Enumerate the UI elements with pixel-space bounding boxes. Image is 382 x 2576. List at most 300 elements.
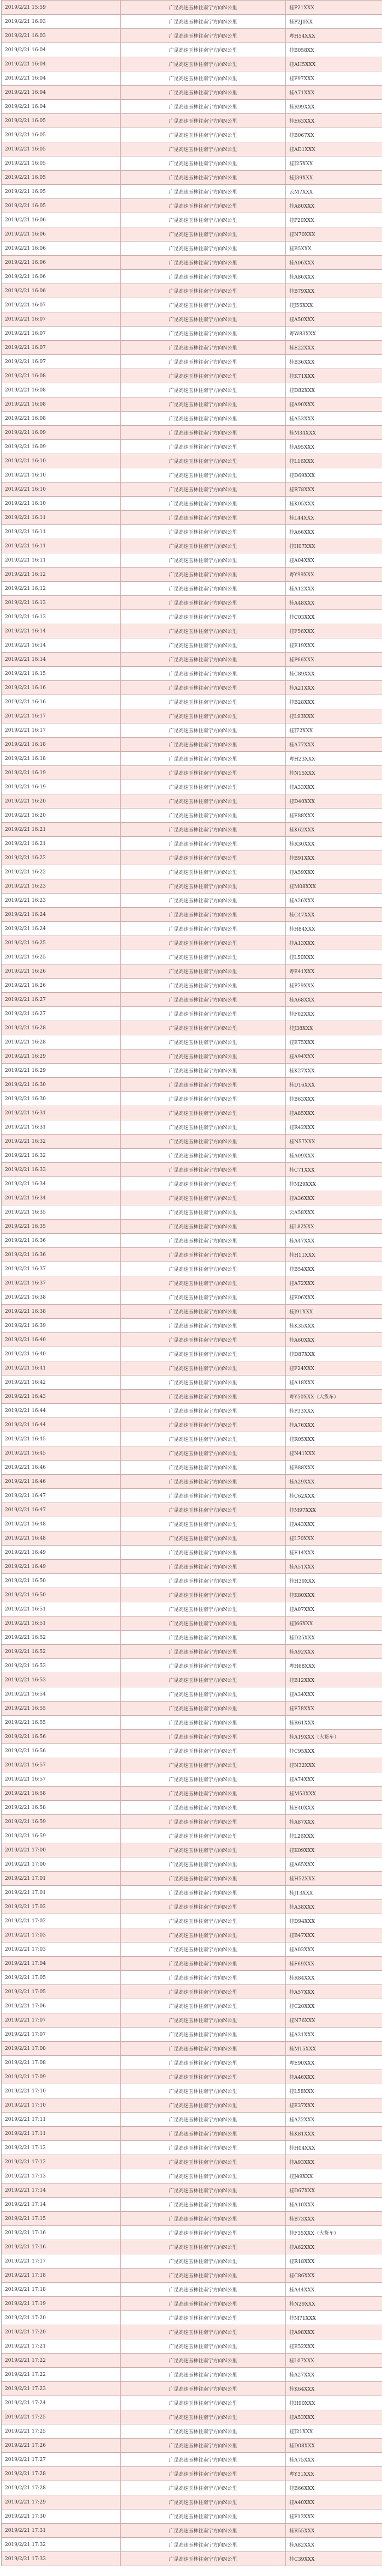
time-cell: 2019/2/21 16:23 — [2, 894, 121, 908]
location-cell: 广昆高速玉林往南宁方向N公里 — [121, 2098, 286, 2113]
time-cell: 2019/2/21 16:40 — [2, 1347, 121, 1361]
time-cell: 2019/2/21 16:46 — [2, 1475, 121, 1489]
location-cell: 广昆高速玉林往南宁方向N公里 — [121, 454, 286, 468]
table-row — [2, 369, 382, 383]
time-cell: 2019/2/21 16:50 — [2, 1588, 121, 1602]
location-cell: 广昆高速玉林往南宁方向N公里 — [121, 2481, 286, 2495]
time-cell: 2019/2/21 17:02 — [2, 1914, 121, 1928]
table-row — [2, 2481, 382, 2495]
location-cell: 广昆高速玉林往南宁方向N公里 — [121, 1716, 286, 1730]
plate-cell: 桂C47XXX — [286, 908, 382, 922]
plate-cell: 粤Y50XXX（大货车） — [286, 1390, 382, 1404]
table-row — [2, 2538, 382, 2552]
location-cell: 广昆高速玉林往南宁方向N公里 — [121, 2155, 286, 2169]
table-row — [2, 1659, 382, 1673]
table-row — [2, 1149, 382, 1163]
time-cell: 2019/2/21 16:06 — [2, 213, 121, 227]
time-cell: 2019/2/21 16:08 — [2, 369, 121, 383]
location-cell: 广昆高速玉林往南宁方向N公里 — [121, 681, 286, 695]
location-cell: 广昆高速玉林往南宁方向N公里 — [121, 114, 286, 128]
time-cell: 2019/2/21 16:26 — [2, 979, 121, 993]
table-row — [2, 1531, 382, 1546]
table-row — [2, 2467, 382, 2481]
table-row — [2, 1702, 382, 1716]
plate-cell: 桂A93XXX — [286, 2155, 382, 2169]
plate-cell: 桂N15XXX — [286, 766, 382, 780]
table-row — [2, 1687, 382, 1702]
table-row — [2, 1673, 382, 1687]
time-cell: 2019/2/21 16:13 — [2, 596, 121, 610]
location-cell: 广昆高速玉林往南宁方向N公里 — [121, 539, 286, 553]
time-cell: 2019/2/21 16:04 — [2, 43, 121, 57]
time-cell: 2019/2/21 16:47 — [2, 1489, 121, 1503]
plate-cell: 云M7XXX — [286, 185, 382, 199]
location-cell: 广昆高速玉林往南宁方向N公里 — [121, 1205, 286, 1220]
table-row — [2, 851, 382, 865]
time-cell: 2019/2/21 16:08 — [2, 383, 121, 397]
time-cell: 2019/2/21 16:04 — [2, 86, 121, 100]
table-row — [2, 723, 382, 738]
location-cell: 广昆高速玉林往南宁方向N公里 — [121, 624, 286, 638]
table-row — [2, 809, 382, 823]
time-cell: 2019/2/21 17:13 — [2, 2169, 121, 2183]
location-cell: 广昆高速玉林往南宁方向N公里 — [121, 851, 286, 865]
table-row — [2, 242, 382, 256]
table-row — [2, 823, 382, 837]
location-cell: 广昆高速玉林往南宁方向N公里 — [121, 610, 286, 624]
plate-cell: 桂C62XXX — [286, 1489, 382, 1503]
table-row — [2, 397, 382, 412]
location-cell: 广昆高速玉林往南宁方向N公里 — [121, 426, 286, 440]
plate-cell: 桂K64XXX — [286, 2382, 382, 2396]
location-cell: 广昆高速玉林往南宁方向N公里 — [121, 1531, 286, 1546]
table-row — [2, 341, 382, 355]
time-cell: 2019/2/21 16:58 — [2, 1801, 121, 1815]
location-cell: 广昆高速玉林往南宁方向N公里 — [121, 1843, 286, 1857]
plate-cell: 粤Y99XXX — [286, 568, 382, 582]
plate-cell: 桂AH5XXX — [286, 57, 382, 71]
location-cell: 广昆高速玉林往南宁方向N公里 — [121, 2198, 286, 2212]
time-cell: 2019/2/21 16:55 — [2, 1702, 121, 1716]
table-row — [2, 1418, 382, 1432]
table-row — [2, 1999, 382, 2013]
plate-cell: 桂R30XXX — [286, 837, 382, 851]
plate-cell: 桂A65XXX — [286, 1857, 382, 1872]
location-cell: 广昆高速玉林往南宁方向N公里 — [121, 2495, 286, 2509]
table-row — [2, 2382, 382, 2396]
table-row — [2, 1390, 382, 1404]
time-cell: 2019/2/21 16:11 — [2, 539, 121, 553]
time-cell: 2019/2/21 16:44 — [2, 1418, 121, 1432]
table-row — [2, 2042, 382, 2056]
plate-cell: 桂K80XXX — [286, 1588, 382, 1602]
time-cell: 2019/2/21 16:40 — [2, 1333, 121, 1347]
time-cell: 2019/2/21 16:51 — [2, 1616, 121, 1631]
plate-cell: 桂A07XXX — [286, 1602, 382, 1616]
time-cell: 2019/2/21 17:09 — [2, 2070, 121, 2084]
table-row — [2, 1560, 382, 1574]
time-cell: 2019/2/21 17:08 — [2, 2056, 121, 2070]
time-cell: 2019/2/21 17:16 — [2, 2226, 121, 2240]
location-cell: 广昆高速玉林往南宁方向N公里 — [121, 1446, 286, 1461]
time-cell: 2019/2/21 16:42 — [2, 1376, 121, 1390]
plate-cell: 桂A85XXX — [286, 1106, 382, 1120]
time-cell: 2019/2/21 16:54 — [2, 1687, 121, 1702]
time-cell: 2019/2/21 17:17 — [2, 2254, 121, 2269]
table-row — [2, 2028, 382, 2042]
location-cell: 广昆高速玉林往南宁方向N公里 — [121, 1177, 286, 1191]
plate-cell: 桂M15XXX — [286, 2042, 382, 2056]
table-row — [2, 667, 382, 681]
location-cell: 广昆高速玉林往南宁方向N公里 — [121, 1616, 286, 1631]
time-cell: 2019/2/21 16:52 — [2, 1645, 121, 1659]
plate-cell: 桂K35XXX — [286, 1319, 382, 1333]
plate-cell: 桂P79XXX — [286, 979, 382, 993]
time-cell: 2019/2/21 16:10 — [2, 482, 121, 497]
location-cell: 广昆高速玉林往南宁方向N公里 — [121, 128, 286, 142]
plate-cell: 桂B067XX — [286, 128, 382, 142]
plate-cell: 桂A22XXX — [286, 2113, 382, 2127]
time-cell: 2019/2/21 16:07 — [2, 298, 121, 312]
location-cell: 广昆高速玉林往南宁方向N公里 — [121, 29, 286, 43]
table-row — [2, 2396, 382, 2410]
location-cell: 广昆高速玉林往南宁方向N公里 — [121, 1815, 286, 1829]
table-row — [2, 1333, 382, 1347]
location-cell: 广昆高速玉林往南宁方向N公里 — [121, 341, 286, 355]
table-row — [2, 1035, 382, 1049]
table-row — [2, 43, 382, 57]
location-cell: 广昆高速玉林往南宁方向N公里 — [121, 242, 286, 256]
plate-cell: 桂B5XXX — [286, 242, 382, 256]
location-cell: 广昆高速玉林往南宁方向N公里 — [121, 525, 286, 539]
table-row — [2, 2552, 382, 2566]
time-cell: 2019/2/21 16:03 — [2, 29, 121, 43]
table-row — [2, 1007, 382, 1021]
plate-cell: 桂A09XXX — [286, 1149, 382, 1163]
table-row — [2, 468, 382, 482]
location-cell: 广昆高速玉林往南宁方向N公里 — [121, 1191, 286, 1205]
time-cell: 2019/2/21 17:12 — [2, 2155, 121, 2169]
time-cell: 2019/2/21 16:30 — [2, 1078, 121, 1092]
table-row — [2, 1631, 382, 1645]
plate-cell: 桂A86XXX — [286, 270, 382, 284]
location-cell: 广昆高速玉林往南宁方向N公里 — [121, 71, 286, 86]
table-row — [2, 582, 382, 596]
plate-cell: 桂A76XXX — [286, 1418, 382, 1432]
time-cell: 2019/2/21 16:53 — [2, 1659, 121, 1673]
location-cell: 广昆高速玉林往南宁方向N公里 — [121, 2509, 286, 2524]
location-cell: 广昆高速玉林往南宁方向N公里 — [121, 2169, 286, 2183]
location-cell: 广昆高速玉林往南宁方向N公里 — [121, 171, 286, 185]
time-cell: 2019/2/21 16:33 — [2, 1163, 121, 1177]
time-cell: 2019/2/21 16:55 — [2, 1716, 121, 1730]
table-row — [2, 1191, 382, 1205]
time-cell: 2019/2/21 16:43 — [2, 1390, 121, 1404]
table-row — [2, 2169, 382, 2183]
location-cell: 广昆高速玉林往南宁方向N公里 — [121, 468, 286, 482]
plate-cell: 桂E06XXX — [286, 1290, 382, 1305]
location-cell: 广昆高速玉林往南宁方向N公里 — [121, 1234, 286, 1248]
location-cell: 广昆高速玉林往南宁方向N公里 — [121, 2382, 286, 2396]
location-cell: 广昆高速玉林往南宁方向N公里 — [121, 2056, 286, 2070]
plate-cell: 桂K09XXX — [286, 1843, 382, 1857]
plate-cell: 桂K27XXX — [286, 1064, 382, 1078]
plate-cell: 桂A71XXX — [286, 86, 382, 100]
plate-cell: 桂D87XXX — [286, 1347, 382, 1361]
location-cell: 广昆高速玉林往南宁方向N公里 — [121, 2439, 286, 2453]
location-cell: 广昆高速玉林往南宁方向N公里 — [121, 482, 286, 497]
time-cell: 2019/2/21 16:10 — [2, 468, 121, 482]
table-row — [2, 2325, 382, 2339]
location-cell: 广昆高速玉林往南宁方向N公里 — [121, 2113, 286, 2127]
plate-cell: 桂D25XXX — [286, 1631, 382, 1645]
location-cell: 广昆高速玉林往南宁方向N公里 — [121, 312, 286, 327]
plate-cell: 桂N29XXX — [286, 2297, 382, 2311]
time-cell: 2019/2/21 16:48 — [2, 1531, 121, 1546]
location-cell: 广昆高速玉林往南宁方向N公里 — [121, 2240, 286, 2254]
time-cell: 2019/2/21 16:56 — [2, 1744, 121, 1758]
table-row — [2, 1446, 382, 1461]
plate-cell: 粤Y31XXX — [286, 2467, 382, 2481]
time-cell: 2019/2/21 16:50 — [2, 1574, 121, 1588]
time-cell: 2019/2/21 16:31 — [2, 1120, 121, 1135]
location-cell: 广昆高速玉林往南宁方向N公里 — [121, 2042, 286, 2056]
location-cell: 广昆高速玉林往南宁方向N公里 — [121, 667, 286, 681]
location-cell: 广昆高速玉林往南宁方向N公里 — [121, 369, 286, 383]
location-cell: 广昆高速玉林往南宁方向N公里 — [121, 327, 286, 341]
plate-cell: 桂H90XXX — [286, 2396, 382, 2410]
time-cell: 2019/2/21 17:01 — [2, 1886, 121, 1900]
location-cell: 广昆高速玉林往南宁方向N公里 — [121, 1461, 286, 1475]
time-cell: 2019/2/21 17:14 — [2, 2183, 121, 2198]
plate-cell: 桂F02XXX — [286, 1007, 382, 1021]
location-cell: 广昆高速玉林往南宁方向N公里 — [121, 2467, 286, 2481]
table-row — [2, 1857, 382, 1872]
plate-cell: 桂A98XXX — [286, 2325, 382, 2339]
table-row — [2, 1290, 382, 1305]
table-row — [2, 1517, 382, 1531]
location-cell: 广昆高速玉林往南宁方向N公里 — [121, 2339, 286, 2354]
location-cell: 广昆高速玉林往南宁方向N公里 — [121, 1290, 286, 1305]
location-cell: 广昆高速玉林往南宁方向N公里 — [121, 1673, 286, 1687]
location-cell: 广昆高速玉林往南宁方向N公里 — [121, 2453, 286, 2467]
time-cell: 2019/2/21 17:14 — [2, 2198, 121, 2212]
location-cell: 广昆高速玉林往南宁方向N公里 — [121, 865, 286, 879]
plate-cell: 粤H68XXX — [286, 1659, 382, 1673]
location-cell: 广昆高速玉林往南宁方向N公里 — [121, 1801, 286, 1815]
location-cell: 广昆高速玉林往南宁方向N公里 — [121, 2297, 286, 2311]
table-row — [2, 653, 382, 667]
plate-cell: 桂A53XXX — [286, 412, 382, 426]
table-row — [2, 114, 382, 128]
time-cell: 2019/2/21 16:49 — [2, 1560, 121, 1574]
time-cell: 2019/2/21 16:41 — [2, 1361, 121, 1376]
plate-cell: 桂K05XXX — [286, 497, 382, 511]
time-cell: 2019/2/21 17:15 — [2, 2212, 121, 2226]
plate-cell: 桂A12XXX — [286, 582, 382, 596]
table-row — [2, 1064, 382, 1078]
plate-cell: 桂D40XXX — [286, 794, 382, 809]
plate-cell: 桂A66XXX — [286, 525, 382, 539]
time-cell: 2019/2/21 16:59 — [2, 1829, 121, 1843]
location-cell: 广昆高速玉林往南宁方向N公里 — [121, 1120, 286, 1135]
plate-cell: 桂A33XXX — [286, 780, 382, 794]
plate-cell: 桂A92XXX — [286, 1645, 382, 1659]
time-cell: 2019/2/21 17:23 — [2, 2382, 121, 2396]
plate-cell: 桂B058XX — [286, 43, 382, 57]
time-cell: 2019/2/21 16:12 — [2, 582, 121, 596]
location-cell: 广昆高速玉林往南宁方向N公里 — [121, 738, 286, 752]
plate-cell: 桂N70XXX — [286, 227, 382, 242]
plate-cell: 桂F35XXX（大货车） — [286, 2226, 382, 2240]
table-row — [2, 2311, 382, 2325]
table-row — [2, 312, 382, 327]
plate-cell: 桂P33XXX — [286, 1404, 382, 1418]
plate-cell: 桂L44XXX — [286, 511, 382, 525]
location-cell: 广昆高速玉林往南宁方向N公里 — [121, 1021, 286, 1035]
table-row — [2, 1475, 382, 1489]
table-row — [2, 1503, 382, 1517]
plate-cell: 桂A44XXX — [286, 2283, 382, 2297]
time-cell: 2019/2/21 17:33 — [2, 2552, 121, 2566]
table-row — [2, 227, 382, 242]
plate-cell: 桂A80XXX — [286, 199, 382, 213]
location-cell: 广昆高速玉林往南宁方向N公里 — [121, 2254, 286, 2269]
time-cell: 2019/2/21 16:24 — [2, 908, 121, 922]
table-row — [2, 624, 382, 638]
table-row — [2, 1120, 382, 1135]
location-cell: 广昆高速玉林往南宁方向N公里 — [121, 2013, 286, 2028]
location-cell: 广昆高速玉林往南宁方向N公里 — [121, 1588, 286, 1602]
time-cell: 2019/2/21 17:27 — [2, 2453, 121, 2467]
time-cell: 2019/2/21 16:32 — [2, 1149, 121, 1163]
location-cell: 广昆高速玉林往南宁方向N公里 — [121, 582, 286, 596]
location-cell: 广昆高速玉林往南宁方向N公里 — [121, 227, 286, 242]
time-cell: 2019/2/21 16:11 — [2, 525, 121, 539]
time-cell: 2019/2/21 16:58 — [2, 1787, 121, 1801]
time-cell: 2019/2/21 16:18 — [2, 738, 121, 752]
time-cell: 2019/2/21 16:48 — [2, 1517, 121, 1531]
location-cell: 广昆高速玉林往南宁方向N公里 — [121, 1942, 286, 1957]
location-cell: 广昆高速玉林往南宁方向N公里 — [121, 638, 286, 653]
plate-cell: 桂C86XXX — [286, 2269, 382, 2283]
location-cell: 广昆高速玉林往南宁方向N公里 — [121, 2283, 286, 2297]
location-cell: 广昆高速玉林往南宁方向N公里 — [121, 922, 286, 936]
table-row — [2, 837, 382, 851]
plate-cell: 桂R42XXX — [286, 1120, 382, 1135]
table-row — [2, 128, 382, 142]
location-cell: 广昆高速玉林往南宁方向N公里 — [121, 1560, 286, 1574]
table-row — [2, 2269, 382, 2283]
plate-cell: 桂A48XXX — [286, 596, 382, 610]
plate-cell: 桂C95XXX — [286, 1744, 382, 1758]
plate-cell: 桂A51XXX — [286, 1560, 382, 1574]
table-row — [2, 2198, 382, 2212]
location-cell: 广昆高速玉林往南宁方向N公里 — [121, 1928, 286, 1942]
time-cell: 2019/2/21 16:35 — [2, 1220, 121, 1234]
time-cell: 2019/2/21 16:36 — [2, 1248, 121, 1262]
plate-cell: 桂A13XXX — [286, 936, 382, 950]
plate-cell: 粤H23XXX — [286, 752, 382, 766]
location-cell: 广昆高速玉林往南宁方向N公里 — [121, 2538, 286, 2552]
table-row — [2, 1489, 382, 1503]
location-cell: 广昆高速玉林往南宁方向N公里 — [121, 497, 286, 511]
time-cell: 2019/2/21 17:08 — [2, 2042, 121, 2056]
time-cell: 2019/2/21 17:31 — [2, 2524, 121, 2538]
table-row — [2, 1546, 382, 1560]
location-cell: 广昆高速玉林往南宁方向N公里 — [121, 1305, 286, 1319]
plate-cell: 桂E37XXX — [286, 2098, 382, 2113]
location-cell: 广昆高速玉林往南宁方向N公里 — [121, 1872, 286, 1886]
time-cell: 2019/2/21 16:09 — [2, 440, 121, 454]
table-row — [2, 1234, 382, 1248]
time-cell: 2019/2/21 16:06 — [2, 284, 121, 298]
location-cell: 广昆高速玉林往南宁方向N公里 — [121, 950, 286, 964]
plate-cell: 桂L16XXX — [286, 454, 382, 468]
time-cell: 2019/2/21 17:28 — [2, 2467, 121, 2481]
plate-cell: 桂C39XXX — [286, 2552, 382, 2566]
time-cell: 2019/2/21 16:38 — [2, 1290, 121, 1305]
time-cell: 2019/2/21 17:22 — [2, 2354, 121, 2368]
location-cell: 广昆高速玉林往南宁方向N公里 — [121, 936, 286, 950]
plate-cell: 桂B47XXX — [286, 1928, 382, 1942]
plate-cell: 桂H07XXX — [286, 539, 382, 553]
time-cell: 2019/2/21 16:04 — [2, 57, 121, 71]
location-cell: 广昆高速玉林往南宁方向N公里 — [121, 2368, 286, 2382]
plate-cell: 桂L58XXX — [286, 2084, 382, 2098]
plate-cell: 桂N76XXX — [286, 2013, 382, 2028]
table-row — [2, 1049, 382, 1064]
plate-cell: 桂A47XXX — [286, 1234, 382, 1248]
time-cell: 2019/2/21 16:26 — [2, 964, 121, 979]
plate-cell: 桂N41XXX — [286, 1446, 382, 1461]
location-cell: 广昆高速玉林往南宁方向N公里 — [121, 1730, 286, 1744]
table-row — [2, 1347, 382, 1361]
location-cell: 广昆高速玉林往南宁方向N公里 — [121, 1418, 286, 1432]
time-cell: 2019/2/21 17:03 — [2, 1928, 121, 1942]
table-row — [2, 922, 382, 936]
plate-cell: 桂K71XXX — [286, 369, 382, 383]
table-row — [2, 1, 382, 15]
location-cell: 广昆高速玉林往南宁方向N公里 — [121, 1546, 286, 1560]
location-cell: 广昆高速玉林往南宁方向N公里 — [121, 15, 286, 29]
plate-cell: 桂L26XXX — [286, 1829, 382, 1843]
plate-cell: 桂E52XXX — [286, 2339, 382, 2354]
table-row — [2, 1787, 382, 1801]
location-cell: 广昆高速玉林往南宁方向N公里 — [121, 1631, 286, 1645]
plate-cell: 桂A94XXX — [286, 1049, 382, 1064]
location-cell: 广昆高速玉林往南宁方向N公里 — [121, 1092, 286, 1106]
plate-cell: 桂H39XXX — [286, 1574, 382, 1588]
table-row — [2, 2183, 382, 2198]
table-row — [2, 936, 382, 950]
location-cell: 广昆高速玉林往南宁方向N公里 — [121, 1900, 286, 1914]
time-cell: 2019/2/21 16:07 — [2, 341, 121, 355]
time-cell: 2019/2/21 17:22 — [2, 2368, 121, 2382]
plate-cell: 桂R05XXX — [286, 1432, 382, 1446]
table-row — [2, 497, 382, 511]
plate-cell: 桂A95XXX — [286, 440, 382, 454]
table-row — [2, 709, 382, 723]
plate-cell: 桂K62XXX — [286, 823, 382, 837]
plate-cell: 桂A43XXX — [286, 1517, 382, 1531]
plate-cell: 桂R61XXX — [286, 1716, 382, 1730]
time-cell: 2019/2/21 17:07 — [2, 2013, 121, 2028]
location-cell: 广昆高速玉林往南宁方向N公里 — [121, 1432, 286, 1446]
table-row — [2, 2084, 382, 2098]
plate-cell: 桂A19XXX（大货车） — [286, 1730, 382, 1744]
plate-cell: 桂J39XXX — [286, 171, 382, 185]
